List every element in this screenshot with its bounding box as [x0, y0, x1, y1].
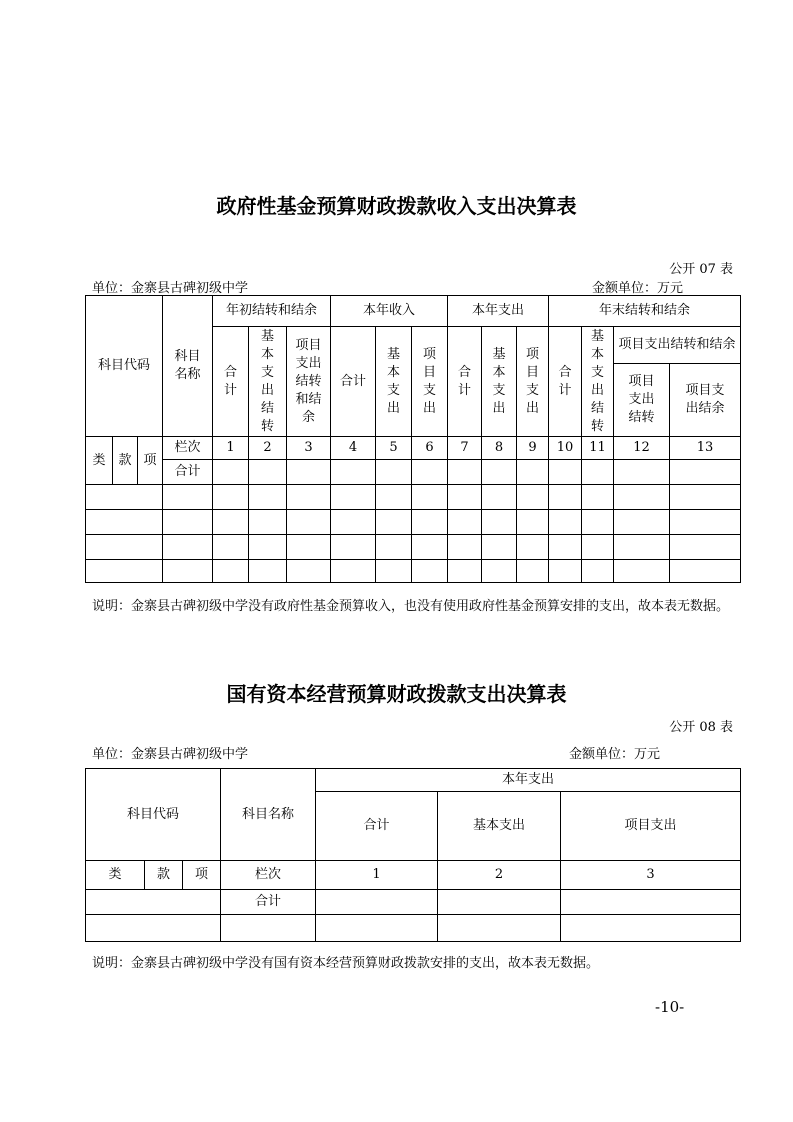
column-number: 1 [316, 861, 438, 890]
expense-project-header: 项 目 支 出 [517, 327, 549, 437]
column-number: 5 [376, 437, 412, 460]
name-header: 科目名称 [221, 769, 316, 861]
name-header: 科目 名称 [163, 296, 213, 437]
closing-project-surplus-header: 项目支 出结余 [670, 364, 741, 437]
total-row [86, 460, 741, 485]
expense-basic-header: 基 本 支 出 [482, 327, 517, 437]
opening-basic-header: 基 本 支 出 结 转 [249, 327, 287, 437]
expense-basic-header: 基本支出 [438, 792, 561, 861]
total-row [86, 890, 741, 915]
column-number: 12 [614, 437, 670, 460]
code-header: 科目代码 [86, 769, 221, 861]
column-number: 2 [438, 861, 561, 890]
page-number: -10- [655, 998, 685, 1016]
form2-table [85, 768, 741, 942]
form1-note: 说明：金寨县古碑初级中学没有政府性基金预算收入，也没有使用政府性基金预算安排的支出，故本表无数据。 [92, 599, 730, 614]
column-number: 7 [448, 437, 482, 460]
xiang-header: 项 [183, 861, 221, 890]
expense-header: 本年支出 [316, 769, 741, 792]
table-row [86, 535, 741, 560]
table-row [86, 560, 741, 583]
column-number: 2 [249, 437, 287, 460]
column-number: 1 [213, 437, 249, 460]
column-number: 9 [517, 437, 549, 460]
expense-project-header: 项目支出 [561, 792, 741, 861]
lei-header: 类 [86, 861, 145, 890]
kuan-header: 款 [113, 437, 138, 485]
lei-header: 类 [86, 437, 113, 485]
form1-form-number: 公开 07 表 [669, 262, 733, 277]
form1-title: 政府性基金预算财政拨款收入支出决算表 [216, 194, 577, 218]
form2-unit: 单位：金寨县古碑初级中学 [92, 747, 249, 762]
closing-balance-header: 年末结转和结余 [549, 296, 741, 327]
opening-total-header: 合 计 [213, 327, 249, 437]
expense-total-header: 合 计 [448, 327, 482, 437]
closing-project-transfer-header: 项目 支出 结转 [614, 364, 670, 437]
table-row [86, 510, 741, 535]
column-number-label: 栏次 [221, 861, 316, 890]
total-row-label: 合计 [163, 460, 213, 485]
expense-total-header: 合计 [316, 792, 438, 861]
column-number-label: 栏次 [163, 437, 213, 460]
form1-table [85, 295, 741, 583]
column-number: 13 [670, 437, 741, 460]
income-basic-header: 基 本 支 出 [376, 327, 412, 437]
column-number: 4 [331, 437, 376, 460]
kuan-header: 款 [145, 861, 183, 890]
opening-project-header: 项目 支出 结转 和结 余 [287, 327, 331, 437]
column-number: 8 [482, 437, 517, 460]
column-number: 3 [287, 437, 331, 460]
form2-note: 说明：金寨县古碑初级中学没有国有资本经营预算财政拨款安排的支出，故本表无数据。 [92, 956, 600, 971]
table-row [86, 915, 741, 942]
closing-basic-header: 基 本 支 出 结 转 [582, 327, 614, 437]
form1-unit: 单位：金寨县古碑初级中学 [92, 281, 249, 296]
income-total-header: 合计 [331, 327, 376, 437]
total-row-label: 合计 [221, 890, 316, 915]
column-number: 6 [412, 437, 448, 460]
opening-balance-header: 年初结转和结余 [213, 296, 331, 327]
code-header: 科目代码 [86, 296, 163, 437]
income-project-header: 项 目 支 出 [412, 327, 448, 437]
closing-project-group-header: 项目支出结转和结余 [614, 327, 741, 364]
column-number: 11 [582, 437, 614, 460]
expense-header: 本年支出 [448, 296, 549, 327]
xiang-header: 项 [138, 437, 163, 485]
form1-amount-unit: 金额单位：万元 [592, 281, 684, 296]
form2-form-number: 公开 08 表 [669, 720, 733, 735]
form2-amount-unit: 金额单位：万元 [569, 747, 661, 762]
column-number: 3 [561, 861, 741, 890]
table-row [86, 485, 741, 510]
income-header: 本年收入 [331, 296, 448, 327]
column-number: 10 [549, 437, 582, 460]
form2-title: 国有资本经营预算财政拨款支出决算表 [226, 682, 567, 706]
closing-total-header: 合 计 [549, 327, 582, 437]
